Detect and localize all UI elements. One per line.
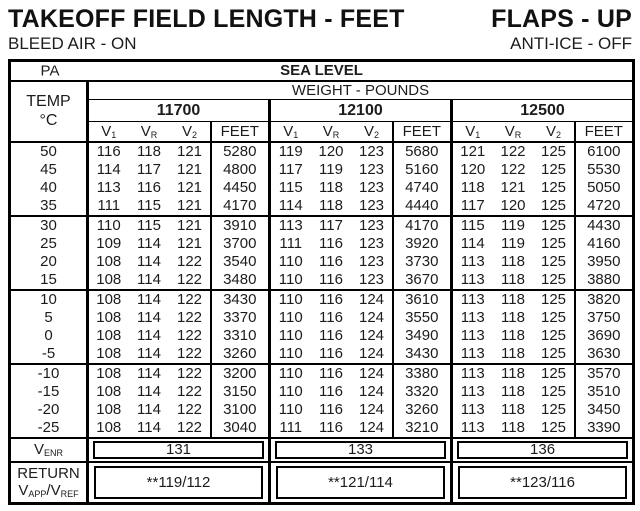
speed-value: 122: [176, 344, 203, 362]
table-head-section: [10, 61, 634, 142]
temp-row-20: [10, 253, 634, 271]
title-row: [8, 5, 632, 34]
speed-value: 120: [500, 196, 526, 214]
temp-value: -15: [10, 383, 88, 401]
speed-value: 110: [270, 309, 311, 327]
feet-value: 3570: [575, 364, 634, 383]
speed-value: 110: [270, 271, 311, 290]
speed-value: 116: [319, 234, 343, 252]
feet-value: 3510: [575, 383, 634, 401]
temp-row--15: [10, 383, 634, 401]
speed-value: 110: [270, 327, 311, 345]
speed-value: 121: [176, 196, 203, 214]
speed-value: 117: [270, 161, 311, 179]
speed-value: 117: [137, 160, 161, 178]
return-vapp-vref-label: RETURN $V_{APP}/V_{REF}$: [10, 462, 88, 504]
speed-value: 110: [270, 383, 311, 401]
temp-row--10: [10, 364, 634, 383]
speed-value: 114: [137, 382, 161, 400]
speed-value: 110: [270, 364, 311, 383]
col-header-feet: FEET: [393, 122, 452, 142]
feet-value: 3040: [211, 419, 270, 438]
speed-value: 114: [88, 161, 129, 179]
flaps-config-label: FLAPS - UP: [491, 5, 632, 33]
temp-row-45: [10, 161, 634, 179]
speed-value: 116: [319, 270, 343, 288]
speed-value: 121: [176, 142, 203, 160]
speed-value: 114: [129, 290, 170, 309]
speed-value: 113: [452, 253, 493, 271]
weight-values-row: [10, 100, 634, 122]
venr-label: $V_{ENR}$: [10, 438, 88, 462]
speed-value: 125: [540, 344, 567, 362]
return-vapp-vref-value: **123/116: [452, 462, 634, 504]
feet-value: 5680: [393, 142, 452, 161]
feet-value: 3430: [393, 345, 452, 364]
speed-value: 122: [176, 326, 203, 344]
col-header-v2: $V_2$: [534, 122, 575, 142]
speed-value: 111: [270, 235, 311, 253]
temp-row-5: [10, 309, 634, 327]
feet-value: 6100: [575, 142, 634, 161]
temp-value: 40: [10, 179, 88, 197]
speed-value: 122: [500, 142, 526, 160]
speed-header-row: [10, 122, 634, 142]
feet-value: 3100: [211, 401, 270, 419]
temp-row-35: [10, 197, 634, 216]
speed-value: 125: [540, 142, 567, 160]
speed-value: 108: [88, 401, 129, 419]
speed-value: 118: [501, 344, 525, 362]
speed-value: 108: [88, 327, 129, 345]
speed-value: 122: [176, 382, 203, 400]
speed-value: 119: [501, 234, 525, 252]
page-header: [8, 5, 632, 54]
feet-value: 3310: [211, 327, 270, 345]
weight-header-12100: 12100: [270, 100, 452, 122]
speed-value: 117: [311, 216, 352, 235]
speed-value: 118: [452, 179, 493, 197]
pressure-altitude-row: [10, 61, 634, 81]
feet-value: 4720: [575, 197, 634, 216]
speed-value: 123: [358, 142, 385, 160]
speed-value: 123: [358, 178, 385, 196]
feet-value: 3630: [575, 345, 634, 364]
speed-value: 123: [352, 216, 393, 235]
temp-value: 0: [10, 327, 88, 345]
speed-value: 111: [270, 419, 311, 438]
speed-value: 118: [501, 270, 525, 288]
feet-value: 4170: [211, 197, 270, 216]
speed-value: 123: [358, 234, 385, 252]
temp-value: 35: [10, 197, 88, 216]
temp-value: 25: [10, 235, 88, 253]
weight-header-11700: 11700: [88, 100, 270, 122]
speed-value: 124: [352, 364, 393, 383]
speed-value: 122: [500, 160, 526, 178]
feet-value: 3750: [575, 309, 634, 327]
speed-value: 114: [137, 252, 161, 270]
speed-value: 124: [358, 400, 385, 418]
feet-value: 3370: [211, 309, 270, 327]
speed-value: 113: [452, 364, 493, 383]
speed-value: 118: [493, 364, 534, 383]
feet-value: 3490: [393, 327, 452, 345]
speed-value: 110: [270, 290, 311, 309]
speed-value: 114: [137, 234, 161, 252]
speed-value: 124: [358, 308, 385, 326]
temp-value: 5: [10, 309, 88, 327]
temp-value: -25: [10, 419, 88, 438]
bleed-air-config-label: BLEED AIR - ON: [8, 33, 137, 53]
speed-value: 125: [540, 418, 567, 436]
feet-value: 5050: [575, 179, 634, 197]
speed-value: 116: [319, 400, 343, 418]
speed-value: 118: [493, 290, 534, 309]
feet-value: 3150: [211, 383, 270, 401]
speed-value: 114: [137, 270, 161, 288]
speed-value: 118: [137, 142, 161, 160]
speed-value: 121: [176, 160, 203, 178]
speed-value: 113: [452, 309, 493, 327]
speed-value: 114: [137, 400, 161, 418]
speed-value: 113: [88, 179, 129, 197]
speed-value: 116: [319, 382, 343, 400]
speed-value: 122: [176, 308, 203, 326]
feet-value: 4800: [211, 161, 270, 179]
speed-value: 124: [352, 290, 393, 309]
speed-value: 116: [319, 252, 343, 270]
return-vapp-vref-value: **119/112: [88, 462, 270, 504]
speed-value: 119: [319, 160, 343, 178]
feet-value: 3910: [211, 216, 270, 235]
speed-value: 108: [88, 345, 129, 364]
table-foot-section: [10, 438, 634, 504]
col-header-v2: $V_2$: [170, 122, 211, 142]
speed-value: 108: [88, 271, 129, 290]
speed-value: 108: [88, 364, 129, 383]
feet-value: 3950: [575, 253, 634, 271]
feet-value: 3550: [393, 309, 452, 327]
speed-value: 113: [452, 383, 493, 401]
venr-value: 131: [88, 438, 270, 462]
feet-value: 3610: [393, 290, 452, 309]
temp-value: 15: [10, 271, 88, 290]
speed-value: 123: [358, 270, 385, 288]
speed-value: 122: [176, 252, 203, 270]
weight-pounds-label: WEIGHT - POUNDS: [88, 81, 634, 100]
speed-value: 125: [540, 382, 567, 400]
temp-row-10: [10, 290, 634, 309]
speed-value: 125: [540, 326, 567, 344]
speed-value: 116: [137, 178, 161, 196]
temp-value: -5: [10, 345, 88, 364]
col-header-vr: $V_R$: [311, 122, 352, 142]
temp-unit-label: °C: [39, 112, 58, 130]
feet-value: 3390: [575, 419, 634, 438]
temp-value: 10: [10, 290, 88, 309]
speed-value: 114: [137, 326, 161, 344]
speed-value: 110: [270, 253, 311, 271]
feet-value: 3730: [393, 253, 452, 271]
feet-value: 3320: [393, 383, 452, 401]
feet-value: 3430: [211, 290, 270, 309]
speed-value: 108: [88, 419, 129, 438]
col-header-feet: FEET: [211, 122, 270, 142]
speed-value: 116: [319, 418, 343, 436]
pa-altitude-cell: [10, 61, 634, 81]
takeoff-field-length-table: [8, 59, 635, 505]
temp-label: TEMP: [26, 92, 71, 110]
speed-value: 116: [88, 142, 129, 161]
feet-value: 4440: [393, 197, 452, 216]
speed-value: 121: [176, 178, 203, 196]
col-header-vr: $V_R$: [129, 122, 170, 142]
feet-value: 3880: [575, 271, 634, 290]
feet-value: 3480: [211, 271, 270, 290]
speed-value: 124: [358, 418, 385, 436]
speed-value: 111: [88, 197, 129, 216]
speed-value: 122: [170, 290, 211, 309]
speed-value: 118: [319, 178, 343, 196]
speed-value: 113: [452, 419, 493, 438]
feet-value: 4450: [211, 179, 270, 197]
feet-value: 3450: [575, 401, 634, 419]
speed-value: 116: [319, 308, 343, 326]
speed-value: 120: [452, 161, 493, 179]
speed-value: 115: [270, 179, 311, 197]
speed-value: 125: [534, 290, 575, 309]
speed-value: 113: [452, 401, 493, 419]
col-header-v1: $V_1$: [270, 122, 311, 142]
temp-column-header: [10, 81, 88, 142]
temp-value: 45: [10, 161, 88, 179]
speed-value: 114: [137, 308, 161, 326]
speed-value: 123: [358, 252, 385, 270]
temp-row-30: [10, 216, 634, 235]
temp-value: -10: [10, 364, 88, 383]
speed-value: 124: [358, 326, 385, 344]
col-header-v1: $V_1$: [452, 122, 493, 142]
speed-value: 113: [452, 271, 493, 290]
speed-value: 122: [176, 400, 203, 418]
speed-value: 124: [358, 382, 385, 400]
speed-value: 116: [319, 344, 343, 362]
speed-value: 108: [88, 383, 129, 401]
venr-row: [10, 438, 634, 462]
subtitle-row: [8, 34, 632, 54]
speed-value: 122: [176, 270, 203, 288]
speed-value: 118: [501, 308, 525, 326]
speed-value: 121: [176, 234, 203, 252]
feet-value: 3540: [211, 253, 270, 271]
feet-value: 5530: [575, 161, 634, 179]
speed-value: 113: [452, 290, 493, 309]
temp-value: -20: [10, 401, 88, 419]
col-header-v2: $V_2$: [352, 122, 393, 142]
speed-value: 123: [358, 160, 385, 178]
return-vapp-vref-row: [10, 462, 634, 504]
speed-value: 125: [534, 216, 575, 235]
weight-pounds-row: [10, 81, 634, 100]
speed-value: 125: [540, 234, 567, 252]
speed-value: 123: [358, 196, 385, 214]
speed-value: 125: [540, 400, 567, 418]
feet-value: 5280: [211, 142, 270, 161]
speed-value: 115: [452, 216, 493, 235]
feet-value: 3260: [211, 345, 270, 364]
speed-value: 118: [319, 196, 343, 214]
feet-value: 4740: [393, 179, 452, 197]
feet-value: 4160: [575, 235, 634, 253]
temp-row-50: [10, 142, 634, 161]
speed-value: 125: [540, 160, 567, 178]
page-title: TAKEOFF FIELD LENGTH - FEET: [8, 5, 405, 33]
temp-value: 30: [10, 216, 88, 235]
speed-value: 113: [270, 216, 311, 235]
speed-value: 118: [501, 418, 525, 436]
speed-value: 115: [137, 196, 161, 214]
feet-value: 3700: [211, 235, 270, 253]
feet-value: 3820: [575, 290, 634, 309]
speed-value: 125: [540, 308, 567, 326]
anti-ice-config-label: ANTI-ICE - OFF: [510, 33, 632, 53]
speed-value: 125: [540, 178, 567, 196]
feet-value: 3690: [575, 327, 634, 345]
speed-value: 116: [311, 364, 352, 383]
temp-value: 50: [10, 142, 88, 161]
speed-value: 115: [129, 216, 170, 235]
speed-value: 124: [358, 344, 385, 362]
temp-value: 20: [10, 253, 88, 271]
speed-value: 116: [319, 326, 343, 344]
altitude-label: SEA LEVEL: [280, 62, 363, 80]
temp-row-25: [10, 235, 634, 253]
temp-row-40: [10, 179, 634, 197]
temp-row--5: [10, 345, 634, 364]
speed-value: 120: [318, 142, 344, 160]
temp-row-0: [10, 327, 634, 345]
speed-value: 125: [534, 364, 575, 383]
speed-value: 118: [501, 382, 525, 400]
weight-header-12500: 12500: [452, 100, 634, 122]
speed-value: 117: [452, 197, 493, 216]
speed-value: 116: [311, 290, 352, 309]
speed-value: 125: [540, 270, 567, 288]
return-vapp-vref-value: **121/114: [270, 462, 452, 504]
speed-value: 125: [540, 252, 567, 270]
temp-row-15: [10, 271, 634, 290]
speed-value: 108: [88, 309, 129, 327]
speed-value: 121: [500, 178, 526, 196]
speed-value: 114: [270, 197, 311, 216]
speed-value: 113: [452, 327, 493, 345]
temp-row--20: [10, 401, 634, 419]
venr-value: 133: [270, 438, 452, 462]
feet-value: 5160: [393, 161, 452, 179]
feet-value: 3920: [393, 235, 452, 253]
speed-value: 121: [170, 216, 211, 235]
speed-value: 122: [170, 364, 211, 383]
speed-value: 114: [452, 235, 493, 253]
speed-value: 119: [493, 216, 534, 235]
col-header-feet: FEET: [575, 122, 634, 142]
speed-value: 110: [270, 345, 311, 364]
speed-value: 114: [137, 418, 161, 436]
speed-value: 110: [88, 216, 129, 235]
col-header-v1: $V_1$: [88, 122, 129, 142]
speed-value: 110: [270, 401, 311, 419]
speed-value: 108: [88, 290, 129, 309]
feet-value: 4170: [393, 216, 452, 235]
speed-value: 108: [88, 253, 129, 271]
speed-value: 113: [452, 345, 493, 364]
speed-value: 122: [176, 418, 203, 436]
speed-value: 118: [501, 326, 525, 344]
feet-value: 3670: [393, 271, 452, 290]
speed-value: 121: [452, 142, 493, 161]
col-header-vr: $V_R$: [493, 122, 534, 142]
speed-value: 118: [501, 400, 525, 418]
speed-value: 109: [88, 235, 129, 253]
speed-value: 118: [501, 252, 525, 270]
feet-value: 4430: [575, 216, 634, 235]
pa-label: PA: [40, 62, 60, 80]
speed-value: 114: [129, 364, 170, 383]
feet-value: 3210: [393, 419, 452, 438]
speed-value: 125: [540, 196, 567, 214]
speed-value: 119: [270, 142, 311, 161]
temp-row--25: [10, 419, 634, 438]
venr-value: 136: [452, 438, 634, 462]
temperature-data-section: [10, 142, 634, 438]
feet-value: 3200: [211, 364, 270, 383]
speed-value: 114: [137, 344, 161, 362]
feet-value: 3260: [393, 401, 452, 419]
feet-value: 3380: [393, 364, 452, 383]
